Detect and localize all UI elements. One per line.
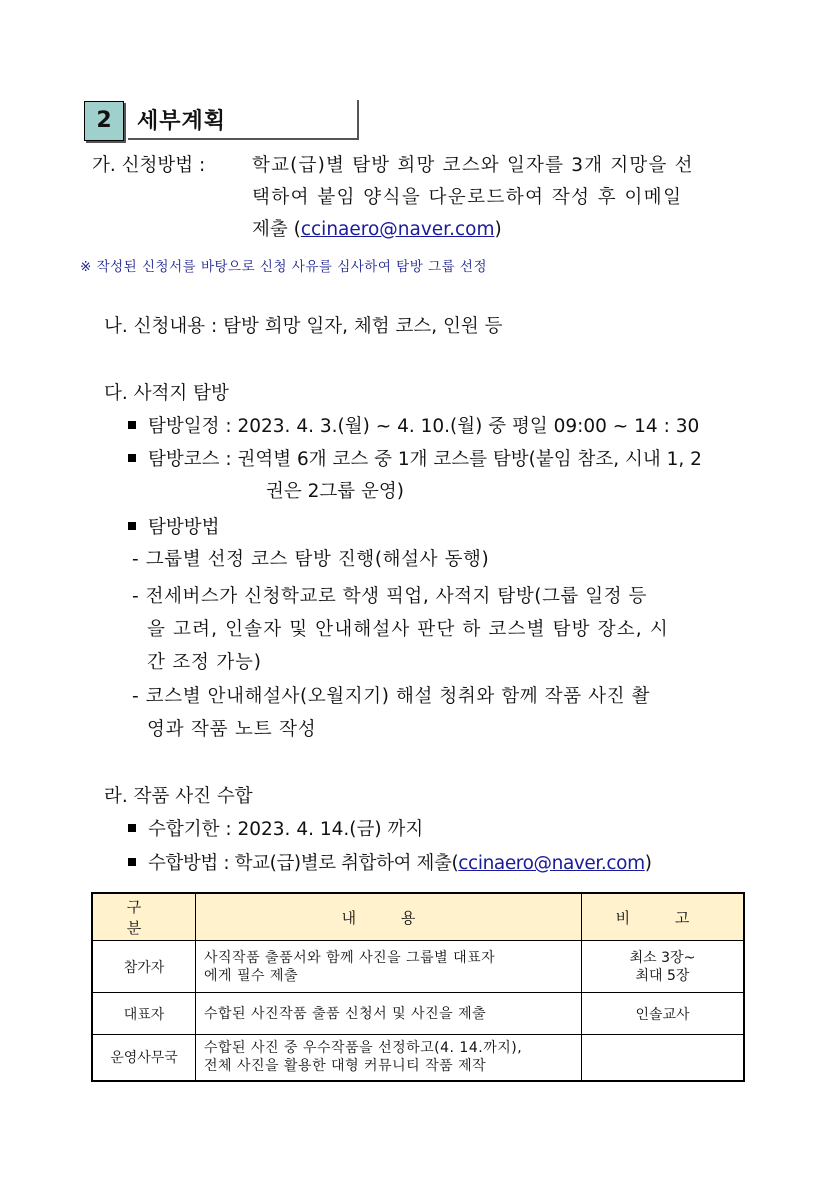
ga-line-2: 택하여 붙임 양식을 다운로드하여 작성 후 이메일	[252, 187, 683, 208]
row-content	[196, 941, 582, 993]
row-category: 운영사무국	[92, 1035, 196, 1081]
da-method-text: 탐방방법	[148, 517, 220, 538]
da-heading: 다. 사적지 탐방	[104, 383, 229, 404]
ra-deadline	[128, 818, 423, 842]
section-number: 2	[84, 101, 124, 141]
da-course-line-1: 탐방코스 : 권역별 6개 코스 중 1개 코스를 탐방(붙임 참조, 시내 1, 2	[148, 449, 702, 470]
da-dash-2-line-3: 간 조정 가능)	[147, 652, 262, 673]
row-content-line: 전체 사진을 활용한 대형 커뮤니티 작품 제작	[204, 1058, 487, 1075]
table-row	[92, 993, 744, 1035]
da-schedule	[128, 415, 699, 439]
ra-email-link[interactable]: ccinaero@naver.com	[458, 853, 645, 874]
row-note-line: 최대 5장	[635, 967, 690, 984]
ra-method-suffix: )	[644, 853, 652, 874]
bullet-icon	[128, 454, 136, 462]
header-note: 비 고	[582, 893, 745, 941]
ra-method-text: 수합방법 : 학교(급)별로 취합하여 제출(	[148, 853, 459, 874]
row-content-line: 에게 필수 제출	[204, 967, 299, 984]
submission-table	[91, 892, 745, 1082]
da-course	[128, 448, 702, 472]
row-content	[196, 1035, 582, 1081]
ga-line-1: 학교(급)별 탐방 희망 코스와 일자를 3개 지망을 선	[252, 155, 694, 176]
row-category: 참가자	[92, 941, 196, 993]
da-method	[128, 516, 219, 540]
row-note-line: 최소 3장~	[629, 949, 696, 966]
na-text: 나. 신청내용 : 탐방 희망 일자, 체험 코스, 인원 등	[104, 316, 503, 337]
bullet-icon	[128, 824, 136, 832]
ga-line-3-suffix: )	[494, 219, 502, 240]
ga-line-3-prefix: 제출 (	[252, 219, 301, 240]
row-category: 대표자	[92, 993, 196, 1035]
ga-label: 가. 신청방법 :	[92, 155, 206, 176]
table-row	[92, 941, 744, 993]
da-dash-2-line-2: 을 고려, 인솔자 및 안내해설사 판단 하 코스별 탐방 장소, 시	[147, 619, 669, 640]
heading-divider-horizontal	[128, 138, 359, 140]
ra-method	[128, 852, 652, 876]
bullet-icon	[128, 522, 136, 530]
ra-heading: 라. 작품 사진 수합	[104, 786, 253, 807]
row-content-line: 사직작품 출품서와 함께 사진을 그룹별 대표자	[204, 949, 496, 966]
header-content: 내 용	[196, 893, 582, 941]
ga-email-link[interactable]: ccinaero@naver.com	[300, 219, 495, 240]
ra-deadline-text: 수합기한 : 2023. 4. 14.(금) 까지	[148, 819, 424, 840]
da-dash-2-line-1: - 전세버스가 신청학교로 학생 픽업, 사적지 탐방(그룹 일정 등	[132, 586, 647, 607]
header-category: 구 분	[92, 893, 196, 941]
da-schedule-text: 탐방일정 : 2023. 4. 3.(월) ~ 4. 10.(월) 중 평일 09:00 ~ 14 : 30	[148, 416, 700, 437]
table-header-row	[92, 893, 744, 941]
da-course-line-2: 권은 2그룹 운영)	[266, 481, 404, 502]
ga-note: ※ 작성된 신청서를 바탕으로 신청 사유를 심사하여 탐방 그룹 선정	[80, 259, 487, 275]
bullet-icon	[128, 421, 136, 429]
row-note	[582, 941, 745, 993]
ga-line-3	[252, 218, 502, 242]
row-note: 인솔교사	[582, 993, 745, 1035]
bullet-icon	[128, 858, 136, 866]
row-content: 수합된 사진작품 출품 신청서 및 사진을 제출	[196, 993, 582, 1035]
heading-divider-vertical	[357, 100, 359, 140]
row-note	[582, 1035, 745, 1081]
da-dash-3-line-2: 영과 작품 노트 작성	[147, 719, 317, 740]
section-title: 세부계획	[137, 109, 227, 134]
row-content-line: 수합된 사진 중 우수작품을 선정하고(4. 14.까지),	[204, 1040, 523, 1057]
table-row	[92, 1035, 744, 1081]
da-dash-1: - 그룹별 선정 코스 탐방 진행(해설사 동행)	[132, 549, 490, 570]
da-dash-3-line-1: - 코스별 안내해설사(오월지기) 해설 청취와 함께 작품 사진 촬	[132, 686, 651, 707]
